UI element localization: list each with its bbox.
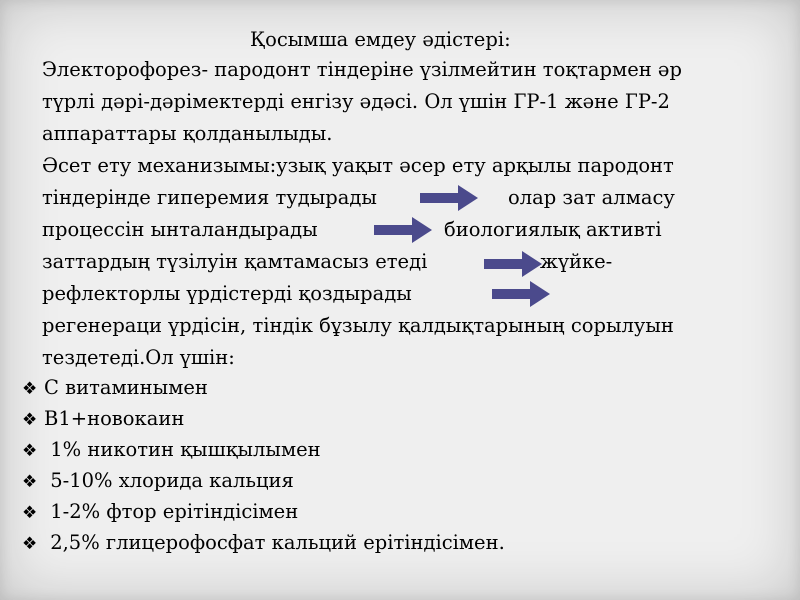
list-item [22, 437, 321, 464]
right-arrow-icon [482, 250, 544, 278]
list-item [22, 530, 505, 557]
diamond-bullet-icon: ❖ [22, 441, 38, 461]
list-item [22, 499, 298, 526]
right-arrow-icon [490, 280, 552, 308]
mechanism-line: рефлекторлы үрдістерді қоздырады [42, 282, 412, 305]
mechanism-line: заттардың түзілуін қамтамасыз етеді [42, 250, 428, 273]
mechanism-line: процессін ынталандырады [42, 218, 318, 241]
mechanism-line: регенераци үрдісін, тіндік бұзылу қалдықтарының сорылуын [42, 314, 674, 337]
diamond-bullet-icon: ❖ [22, 472, 38, 492]
list-item-text: 2,5% глицерофосфат кальций ерітіндісімен. [44, 531, 505, 554]
right-arrow-icon [418, 184, 480, 212]
diamond-bullet-icon: ❖ [22, 534, 38, 554]
mechanism-line: тіндерінде гиперемия тудырады [42, 186, 377, 209]
list-item-text: С витаминымен [44, 376, 208, 399]
list-item [22, 468, 294, 495]
list-item-text: 1-2% фтор ерітіндісімен [44, 500, 299, 523]
diamond-bullet-icon: ❖ [22, 503, 38, 523]
mechanism-line: биологиялық активті [444, 218, 662, 241]
diamond-bullet-icon: ❖ [22, 410, 38, 430]
mechanism-line: тездетеді.Ол үшін: [42, 346, 235, 369]
list-item [22, 406, 184, 433]
paragraph-line: Электорофорез- пародонт тіндеріне үзілмейтин тоқтармен әр [42, 58, 682, 81]
right-arrow-icon [372, 216, 434, 244]
list-item-text: 1% никотин қышқылымен [44, 438, 321, 461]
mechanism-line: Әсет ету механизымы:узық уақыт әсер ету арқылы пародонт [42, 154, 674, 177]
slide-title: Қосымша емдеу әдістері: [250, 28, 511, 51]
paragraph-line: түрлі дәрі-дәрімектерді енгізу әдәсі. Ол үшін ГР-1 және ГР-2 [42, 90, 670, 113]
mechanism-line: жүйке- [540, 250, 613, 273]
list-item-text: 5-10% хлорида кальция [44, 469, 294, 492]
list-item-text: В1+новокаин [44, 407, 185, 430]
mechanism-line: олар зат алмасу [508, 186, 675, 209]
diamond-bullet-icon: ❖ [22, 379, 38, 399]
list-item [22, 375, 208, 402]
paragraph-line: аппараттары қолданылыды. [42, 122, 333, 145]
